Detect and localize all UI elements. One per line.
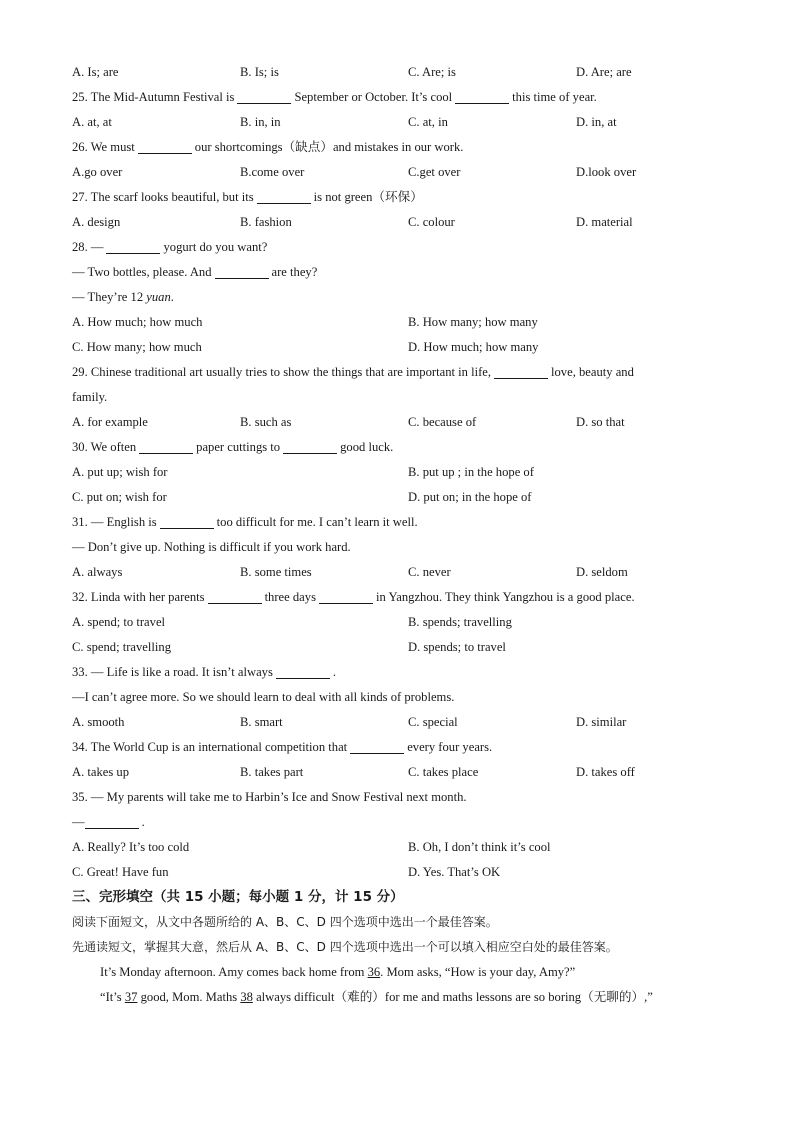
q25-text-2: September or October. It’s cool: [294, 90, 453, 104]
option-d: D. similar: [576, 715, 627, 729]
option-b: B. some times: [240, 565, 312, 579]
q35-dialog-2: [0, 810, 794, 835]
q33-line2: —I can’t agree more. So we should learn to deal with all kinds of problems.: [72, 690, 455, 704]
option-c: C. colour: [408, 215, 455, 229]
q30-text-1: 30. We often: [72, 440, 137, 454]
q28-dialog-3: [0, 285, 794, 310]
answer-blank: [257, 189, 311, 204]
q35-text-1: 35. — My parents will take me to Harbin’s Ice and Snow Festival next month.: [72, 790, 467, 804]
option-c: C. spend; travelling: [72, 640, 171, 654]
q31-options: [0, 560, 794, 585]
instruction-text: 阅读下面短文，从文中各题所给的 A、B、C、D 四个选项中选出一个最佳答案。: [72, 915, 498, 929]
q33-dialog-2: [0, 685, 794, 710]
option-d: D. Yes. That’s OK: [408, 865, 501, 879]
option-c: C. Are; is: [408, 65, 456, 79]
passage-text: It’s Monday afternoon. Amy comes back home from: [100, 965, 365, 979]
instruction-text: 先通读短文，掌握其大意，然后从 A、B、C、D 四个选项中选出一个可以填入相应空白处的最佳答案。: [72, 940, 618, 954]
q26-stem: [0, 135, 794, 160]
answer-blank: [283, 439, 337, 454]
q28-dialog-2: [0, 260, 794, 285]
option-a: A. at, at: [72, 115, 112, 129]
answer-blank: [494, 364, 548, 379]
passage-text: . Mom asks, “How is your day, Amy?”: [380, 965, 576, 979]
q28-text-1: 28. —: [72, 240, 104, 254]
section-3-instruction-1: [0, 910, 794, 935]
q30-options-row2: [0, 485, 794, 510]
q28-line3-text-1: — They’re 12: [72, 290, 144, 304]
q27-text-1: 27. The scarf looks beautiful, but its: [72, 190, 254, 204]
q27-options: [0, 210, 794, 235]
option-b: B. in, in: [240, 115, 281, 129]
q29-stem-cont: [0, 385, 794, 410]
q31-stem: [0, 510, 794, 535]
option-c: C. Great! Have fun: [72, 865, 169, 879]
q35-line2-text-2: .: [141, 815, 145, 829]
option-b: B. takes part: [240, 765, 304, 779]
option-a: A. always: [72, 565, 123, 579]
q29-stem: [0, 360, 794, 385]
q33-options: [0, 710, 794, 735]
passage-paragraph-2: [0, 985, 794, 1010]
passage-text: “It’s: [100, 990, 122, 1004]
q35-options-row1: [0, 835, 794, 860]
option-b: B. put up ; in the hope of: [408, 465, 534, 479]
option-d: D. material: [576, 215, 633, 229]
q28-options-row1: [0, 310, 794, 335]
passage-text: good, Mom. Maths: [140, 990, 238, 1004]
q27-stem: [0, 185, 794, 210]
q29-line2: family.: [72, 390, 108, 404]
q35-stem: [0, 785, 794, 810]
q32-text-1: 32. Linda with her parents: [72, 590, 205, 604]
q31-line2: — Don’t give up. Nothing is difficult if you work hard.: [72, 540, 351, 554]
q30-stem: [0, 435, 794, 460]
q24-options: [0, 60, 794, 85]
q31-text-1: 31. — English is: [72, 515, 157, 529]
answer-blank: [139, 439, 193, 454]
q30-text-2: paper cuttings to: [196, 440, 281, 454]
option-a: A. Is; are: [72, 65, 119, 79]
answer-blank: [319, 589, 373, 604]
option-c: C.get over: [408, 165, 461, 179]
q28-line2-text-1: — Two bottles, please. And: [72, 265, 212, 279]
option-c: C. special: [408, 715, 458, 729]
option-a: A.go over: [72, 165, 123, 179]
option-a: A. How much; how much: [72, 315, 203, 329]
option-c: C. never: [408, 565, 451, 579]
q31-text-2: too difficult for me. I can’t learn it well.: [216, 515, 418, 529]
section-3-instruction-2: [0, 935, 794, 960]
option-b: B. Is; is: [240, 65, 279, 79]
q25-text-3: this time of year.: [512, 90, 597, 104]
option-b: B. How many; how many: [408, 315, 538, 329]
option-d: D. spends; to travel: [408, 640, 506, 654]
option-c: C. How many; how much: [72, 340, 202, 354]
blank-number-37: 37: [124, 990, 138, 1004]
option-b: B.come over: [240, 165, 305, 179]
option-a: A. smooth: [72, 715, 125, 729]
answer-blank: [208, 589, 262, 604]
answer-blank: [138, 139, 192, 154]
q34-stem: [0, 735, 794, 760]
q32-options-row2: [0, 635, 794, 660]
passage-text: always difficult（难的）for me and maths lessons are so boring（无聊的）,”: [256, 990, 653, 1004]
section-3-header: [0, 885, 794, 910]
answer-blank: [215, 264, 269, 279]
answer-blank: [160, 514, 214, 529]
q29-text-2: love, beauty and: [551, 365, 634, 379]
option-b: B. such as: [240, 415, 292, 429]
q35-options-row2: [0, 860, 794, 885]
option-c: C. because of: [408, 415, 477, 429]
option-b: B. Oh, I don’t think it’s cool: [408, 840, 551, 854]
q30-options-row1: [0, 460, 794, 485]
blank-number-36: 36: [367, 965, 381, 979]
q28-line2-text-2: are they?: [271, 265, 318, 279]
answer-blank: [106, 239, 160, 254]
q34-options: [0, 760, 794, 785]
q26-text-1: 26. We must: [72, 140, 135, 154]
q25-stem: [0, 85, 794, 110]
q28-stem: [0, 235, 794, 260]
option-c: C. takes place: [408, 765, 479, 779]
exam-page: [0, 60, 794, 1010]
q32-text-3: in Yangzhou. They think Yangzhou is a good place.: [375, 590, 635, 604]
q33-text-1: 33. — Life is like a road. It isn’t always: [72, 665, 273, 679]
answer-blank: [350, 739, 404, 754]
option-b: B. smart: [240, 715, 283, 729]
q34-text-2: every four years.: [407, 740, 493, 754]
q27-text-2: is not green（环保）: [313, 190, 423, 204]
q26-text-2: our shortcomings（缺点）and mistakes in our work.: [194, 140, 464, 154]
option-a: A. takes up: [72, 765, 130, 779]
option-a: A. for example: [72, 415, 148, 429]
option-d: D. How much; how many: [408, 340, 539, 354]
blank-number-38: 38: [240, 990, 253, 1004]
option-d: D.look over: [576, 165, 637, 179]
option-a: A. spend; to travel: [72, 615, 166, 629]
q35-line2-text-1: —: [72, 815, 85, 829]
option-c: C. put on; wish for: [72, 490, 167, 504]
q31-dialog-2: [0, 535, 794, 560]
section-title: 三、完形填空（共 15 小题；每小题 1 分，计 15 分）: [72, 889, 404, 905]
q25-options: [0, 110, 794, 135]
option-d: D. seldom: [576, 565, 628, 579]
answer-blank: [276, 664, 330, 679]
answer-blank: [455, 89, 509, 104]
q28-options-row2: [0, 335, 794, 360]
option-d: D. takes off: [576, 765, 635, 779]
option-a: A. put up; wish for: [72, 465, 168, 479]
option-c: C. at, in: [408, 115, 448, 129]
option-d: D. Are; are: [576, 65, 632, 79]
q32-options-row1: [0, 610, 794, 635]
passage-paragraph-1: [0, 960, 794, 985]
q25-text-1: 25. The Mid-Autumn Festival is: [72, 90, 235, 104]
q32-text-2: three days: [264, 590, 316, 604]
q29-options: [0, 410, 794, 435]
answer-blank: [237, 89, 291, 104]
option-d: D. in, at: [576, 115, 617, 129]
q28-line3-italic: yuan: [146, 290, 171, 304]
option-a: A. Really? It’s too cold: [72, 840, 190, 854]
option-a: A. design: [72, 215, 121, 229]
option-b: B. fashion: [240, 215, 292, 229]
q28-text-2: yogurt do you want?: [163, 240, 268, 254]
q29-text-1: 29. Chinese traditional art usually tries to show the things that are important in life,: [72, 365, 492, 379]
q34-text-1: 34. The World Cup is an international competition that: [72, 740, 348, 754]
option-d: D. put on; in the hope of: [408, 490, 532, 504]
q30-text-3: good luck.: [340, 440, 394, 454]
q33-text-2: .: [332, 665, 337, 679]
q26-options: [0, 160, 794, 185]
option-b: B. spends; travelling: [408, 615, 512, 629]
q28-line3-text-3: .: [170, 290, 174, 304]
answer-blank: [85, 814, 139, 829]
option-d: D. so that: [576, 415, 625, 429]
q32-stem: [0, 585, 794, 610]
q33-stem: [0, 660, 794, 685]
